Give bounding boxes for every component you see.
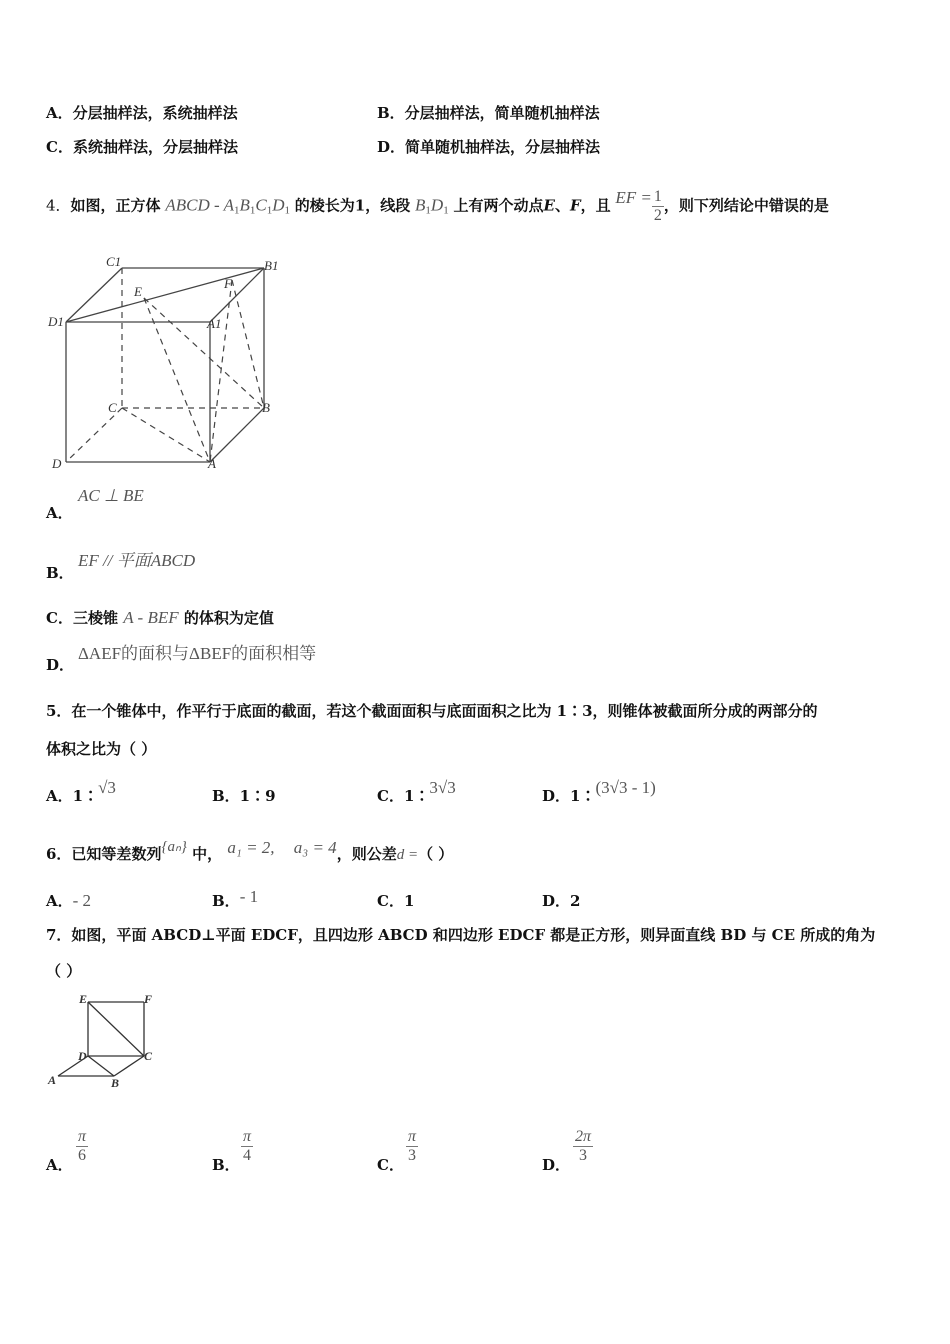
q4-label-b: B — [262, 400, 270, 415]
q4-text-3: ，线段 — [365, 196, 411, 215]
q7-option-d-frac — [573, 1128, 593, 1165]
q4-math-b1: B — [239, 195, 250, 215]
q4-text-6: ，则下列结论中错误的是 — [663, 196, 829, 215]
q6-option-b — [212, 887, 259, 911]
q6-d: d = — [396, 847, 419, 863]
q4-label-c1: C1 — [106, 254, 122, 269]
q6-option-a-math: - 2 — [72, 891, 92, 910]
q5-stem-line2: 体积之比为（ ） — [46, 740, 157, 758]
q5-option-d — [542, 778, 656, 806]
q6-a3: a₃ = 4 — [293, 838, 337, 857]
q6-a1: a₁ = 2, — [227, 838, 275, 857]
q7-option-c-label: C． — [377, 1156, 404, 1174]
q4-point-f: F — [569, 196, 581, 215]
q4-option-a-label: A． — [46, 504, 73, 522]
q6-option-a — [46, 890, 91, 911]
q6-option-b-math: - 1 — [239, 887, 259, 906]
q4-fraction — [652, 188, 664, 225]
q6-text-1: 6．已知等差数列 — [46, 845, 162, 863]
q7-option-d-num: 2π — [575, 1128, 592, 1145]
q4-label-f: F — [224, 276, 232, 291]
q4-option-c-label: C． — [46, 609, 73, 627]
q5-option-c — [377, 778, 456, 806]
q6-text-4: （ ） — [418, 845, 454, 863]
q4-fraction-num: 1 — [653, 188, 662, 205]
q4-text-edge: 1 — [354, 196, 366, 215]
q3-option-c: C．系统抽样法，分层抽样法 — [46, 138, 238, 156]
q7-option-c-den: 3 — [406, 1146, 418, 1165]
q4-math-cube: ABCD - — [165, 195, 224, 215]
q4-math-c1: C — [255, 195, 267, 215]
q7-option-c-num: π — [408, 1128, 417, 1145]
q4-text-5: ，且 — [580, 196, 611, 215]
q7-label-a: A — [48, 1073, 57, 1087]
q7-option-d-label: D． — [542, 1156, 571, 1174]
q4-fraction-den: 2 — [653, 207, 662, 224]
q7-label-f: F — [144, 992, 153, 1006]
q4-cube-figure — [44, 250, 284, 475]
q4-option-c-text1: 三棱锥 — [72, 609, 118, 627]
q5-option-a-math: √3 — [98, 778, 116, 797]
q4-label-c: C — [108, 400, 117, 415]
q6-text-3: ，则公差 — [336, 845, 397, 863]
q6-option-b-label: B． — [212, 892, 240, 910]
q7-option-d-den: 3 — [573, 1146, 593, 1165]
q4-option-d-label: D． — [46, 656, 75, 674]
q4-option-d-math: ΔAEF的面积与ΔBEF的面积相等 — [78, 644, 317, 663]
q7-option-b-label: B． — [212, 1156, 240, 1174]
q4-math-a1: A — [223, 195, 234, 215]
q3-option-d: D．简单随机抽样法，分层抽样法 — [377, 138, 601, 156]
q7-label-c: C — [144, 1049, 153, 1063]
q5-option-c-math: 3√3 — [429, 778, 456, 797]
q7-option-a-frac — [76, 1128, 88, 1165]
q4-ef: EF = — [615, 187, 652, 207]
q6-sequence: {aₙ} — [161, 839, 187, 855]
q4-label-d: D — [52, 456, 62, 471]
q6-option-a-label: A． — [46, 892, 73, 910]
q4-option-b-label: B． — [46, 564, 74, 582]
q4-label-b1: B1 — [264, 258, 279, 273]
q4-sep: 、 — [554, 196, 570, 215]
q7-option-b-den: 4 — [241, 1146, 253, 1165]
q7-option-a-label: A． — [46, 1156, 73, 1174]
q4-option-a-math: AC ⊥ BE — [78, 486, 144, 505]
q4-text-2: 的棱长为 — [294, 196, 355, 215]
q4-option-b-math: EF // 平面ABCD — [78, 551, 196, 570]
q3-option-a: A．分层抽样法，系统抽样法 — [46, 104, 238, 122]
q7-label-d: D — [78, 1049, 87, 1063]
q7-option-b-frac — [241, 1128, 253, 1165]
q5-option-d-label: D．1∶ — [542, 787, 596, 805]
q7-option-c-frac — [406, 1128, 418, 1165]
q4-label-e: E — [134, 284, 142, 299]
q4-option-c-math: A - BEF — [123, 608, 179, 627]
q5-option-b: B．1∶9 — [212, 787, 276, 805]
q4-option-c — [46, 607, 274, 628]
q5-stem-line1: 5．在一个锥体中，作平行于底面的截面，若这个截面面积与底面面积之比为 1∶3，则锥体被截面所分成的两部分的 — [46, 702, 818, 720]
q7-figure — [44, 990, 164, 1095]
q4-point-e: E — [543, 196, 555, 215]
q6-text-2: 中， — [192, 845, 223, 863]
q7-label-b: B — [111, 1076, 120, 1090]
q4-number: 4． — [46, 196, 71, 215]
q4-text-4: 上有两个动点 — [453, 196, 544, 215]
q5-option-a-label: A．1∶ — [46, 787, 99, 805]
q4-stem: 4．如图，正方体 ABCD - $A_1B_1C_1D_1$ 的棱长为1，线段 $B_1D_1$ 上有两个动点E、F，且 EF = $\frac{1}{2}$ ，则下列结论中错误的是 — [46, 187, 829, 224]
q4-text-1: 如图，正方体 — [70, 196, 161, 215]
q4-math-d1: D — [272, 195, 285, 215]
q6-stem — [46, 838, 454, 864]
q4-label-a: A — [208, 456, 216, 471]
q7-stem-line2: （ ） — [46, 962, 82, 980]
q4-label-a1: A1 — [207, 316, 222, 331]
q7-option-a-num: π — [78, 1128, 87, 1145]
q4-option-c-text2: 的体积为定值 — [183, 609, 274, 627]
q7-option-a-den: 6 — [76, 1146, 88, 1165]
q5-option-c-label: C．1∶ — [377, 787, 430, 805]
q5-option-d-math: (3√3 - 1) — [595, 778, 656, 797]
q4-label-d1: D1 — [48, 314, 64, 329]
q6-option-d: D．2 — [542, 892, 581, 910]
q6-option-c: C．1 — [377, 892, 415, 910]
q5-option-a — [46, 778, 116, 806]
q7-label-e: E — [79, 992, 88, 1006]
q3-option-b: B．分层抽样法，简单随机抽样法 — [377, 104, 600, 122]
q7-option-b-num: π — [243, 1128, 252, 1145]
q7-stem-line1: 7．如图，平面 ABCD⊥平面 EDCF，且四边形 ABCD 和四边形 EDCF 都是正方形，则异面直线 BD 与 CE 所成的角为 — [46, 926, 876, 944]
